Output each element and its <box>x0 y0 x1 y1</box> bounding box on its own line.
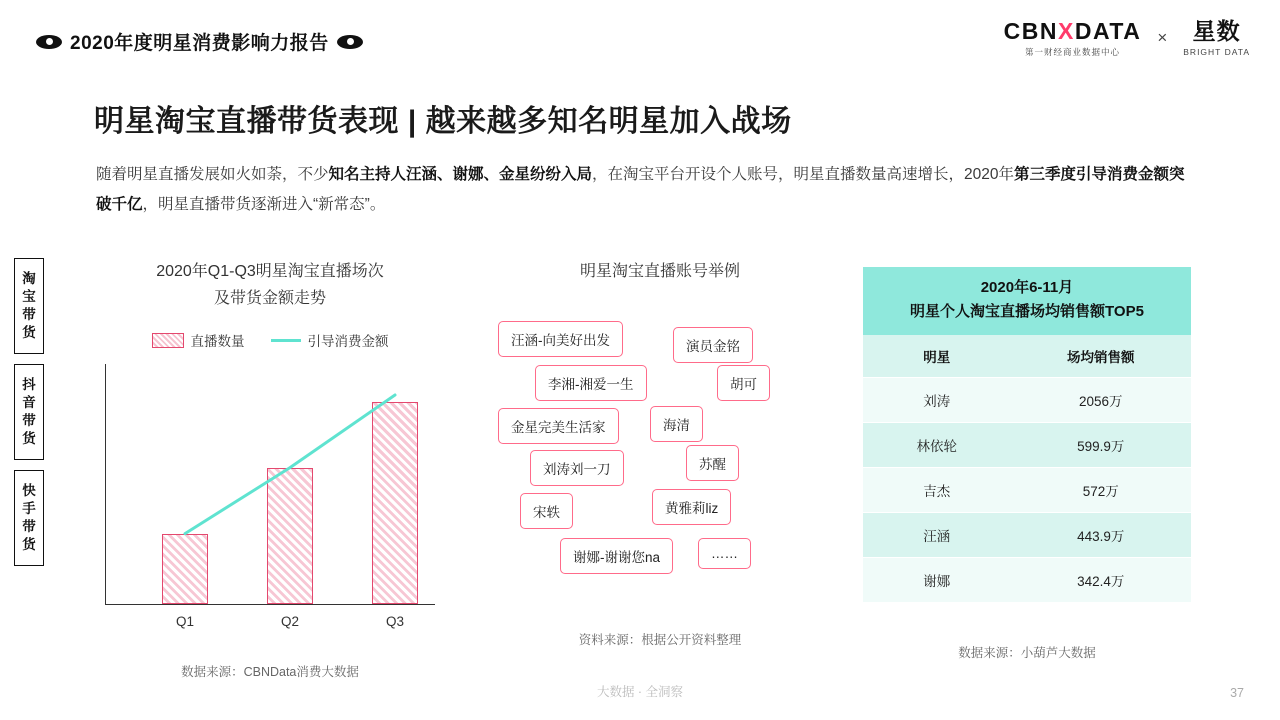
accounts-source: 资料来源：根据公开资料整理 <box>578 633 742 647</box>
chart-panel <box>80 258 460 680</box>
cell-star: 吉杰 <box>863 468 1011 513</box>
list-item[interactable]: 谢娜-谢谢您na <box>560 538 673 574</box>
cbndata-logo <box>1004 20 1142 57</box>
header-title-group <box>36 28 363 55</box>
cell-value: 342.4万 <box>1011 558 1191 603</box>
sidebar-item-kuaishou[interactable] <box>14 470 44 566</box>
tab-char: 淘 <box>22 271 36 286</box>
ranking-table <box>863 335 1191 603</box>
page-title: 明星淘宝直播带货表现 | 越来越多知名明星加入战场 <box>94 105 792 138</box>
legend-label: 引导消费金额 <box>307 334 389 349</box>
chart-bar <box>162 534 208 604</box>
ranking-title-line1: 2020年6-11月 <box>980 279 1074 296</box>
eye-icon <box>36 35 62 49</box>
page-header <box>0 0 1280 76</box>
cell-value: 572万 <box>1011 468 1191 513</box>
page-number: 37 <box>1230 686 1244 700</box>
lead-bold-1: 知名主持人汪涵、谢娜、金星纷纷入局 <box>328 166 593 183</box>
ranking-title <box>863 267 1191 335</box>
column-header-star: 明星 <box>863 335 1011 378</box>
list-item[interactable]: 宋轶 <box>520 493 573 529</box>
table-row <box>863 558 1191 603</box>
chart-source: 数据来源：CBNData消费大数据 <box>181 665 359 679</box>
table-row <box>863 513 1191 558</box>
chart-legend <box>80 330 460 350</box>
list-item[interactable]: 李湘-湘爱一生 <box>535 365 647 401</box>
list-item[interactable]: 胡可 <box>717 365 770 401</box>
legend-label: 直播数量 <box>190 334 245 349</box>
ranking-source: 数据来源：小葫芦大数据 <box>958 646 1096 660</box>
brightdata-wordmark: 星数 <box>1192 18 1241 44</box>
table-header-row <box>863 335 1191 378</box>
list-item[interactable]: 刘涛刘一刀 <box>530 450 624 486</box>
accounts-title: 明星淘宝直播账号举例 <box>579 263 740 280</box>
list-item[interactable]: …… <box>698 538 751 569</box>
lead-text-2: ，在淘宝平台开设个人账号，明星直播数量高速增长，2020年 <box>592 166 1015 183</box>
footer-note: 大数据 · 全洞察 <box>596 685 684 699</box>
lead-paragraph <box>96 160 1186 220</box>
legend-swatch-icon <box>152 333 184 348</box>
tab-char: 货 <box>22 325 36 340</box>
list-item[interactable]: 苏醒 <box>686 445 739 481</box>
tab-char: 货 <box>22 431 36 446</box>
chart-x-axis <box>105 604 435 605</box>
tab-char: 抖 <box>22 377 36 392</box>
cbndata-subtitle: 第一财经商业数据中心 <box>1024 47 1120 57</box>
lead-bold-2: 第三季度引导消费金额突破千亿 <box>96 166 1185 213</box>
chart-x-label: Q2 <box>280 614 299 629</box>
chart-plot <box>80 364 460 629</box>
tab-char: 音 <box>22 395 36 410</box>
legend-item-line <box>271 330 389 350</box>
cell-value: 2056万 <box>1011 378 1191 423</box>
cell-value: 599.9万 <box>1011 423 1191 468</box>
tab-char: 货 <box>22 537 36 552</box>
eye-icon <box>337 35 363 49</box>
list-item[interactable]: 演员金铭 <box>673 327 753 363</box>
brightdata-subtitle: BRIGHT DATA <box>1183 47 1250 57</box>
brand-lockup <box>1004 20 1250 57</box>
list-item[interactable]: 汪涵-向美好出发 <box>498 321 623 357</box>
list-item[interactable]: 海清 <box>650 406 703 442</box>
tab-char: 带 <box>22 307 36 322</box>
tab-char: 快 <box>22 483 36 498</box>
cell-star: 林依轮 <box>863 423 1011 468</box>
column-header-value: 场均销售额 <box>1011 335 1191 378</box>
chart-bar <box>372 402 418 604</box>
ranking-title-line2: 明星个人淘宝直播场均销售额TOP5 <box>910 303 1144 320</box>
lead-text-3: ，明星直播带货逐渐进入“新常态”。 <box>142 196 386 213</box>
chart-title <box>80 258 460 312</box>
legend-line-icon <box>271 339 301 342</box>
cell-value: 443.9万 <box>1011 513 1191 558</box>
table-row <box>863 378 1191 423</box>
cell-star: 汪涵 <box>863 513 1011 558</box>
brightdata-logo <box>1183 20 1250 57</box>
chart-bar <box>267 468 313 604</box>
tab-char: 带 <box>22 413 36 428</box>
tab-char: 带 <box>22 519 36 534</box>
header-title: 2020年度明星消费影响力报告 <box>70 33 329 54</box>
table-row <box>863 423 1191 468</box>
list-item[interactable]: 金星完美生活家 <box>498 408 619 444</box>
chart-title-line2: 及带货金额走势 <box>213 290 326 307</box>
chart-x-label: Q1 <box>175 614 194 629</box>
ranking-panel <box>863 267 1191 661</box>
chart-x-label: Q3 <box>385 614 404 629</box>
chart-y-axis <box>105 364 106 604</box>
tab-char: 手 <box>22 501 36 516</box>
cbndata-wordmark: CBNXDATA <box>1003 18 1142 44</box>
cell-star: 谢娜 <box>863 558 1011 603</box>
sidebar-item-douyin[interactable] <box>14 364 44 460</box>
list-item[interactable]: 黄雅莉liz <box>652 489 731 525</box>
table-row <box>863 468 1191 513</box>
brand-separator: × <box>1157 28 1168 48</box>
cell-star: 刘涛 <box>863 378 1011 423</box>
section-tabs <box>14 258 44 576</box>
accounts-tag-cloud <box>470 303 850 603</box>
legend-item-bars <box>152 330 245 350</box>
chart-title-line1: 2020年Q1-Q3明星淘宝直播场次 <box>156 263 384 280</box>
lead-text-1: 随着明星直播发展如火如荼，不少 <box>96 166 329 183</box>
accounts-panel <box>470 258 850 658</box>
tab-char: 宝 <box>22 289 36 304</box>
sidebar-item-taobao[interactable] <box>14 258 44 354</box>
